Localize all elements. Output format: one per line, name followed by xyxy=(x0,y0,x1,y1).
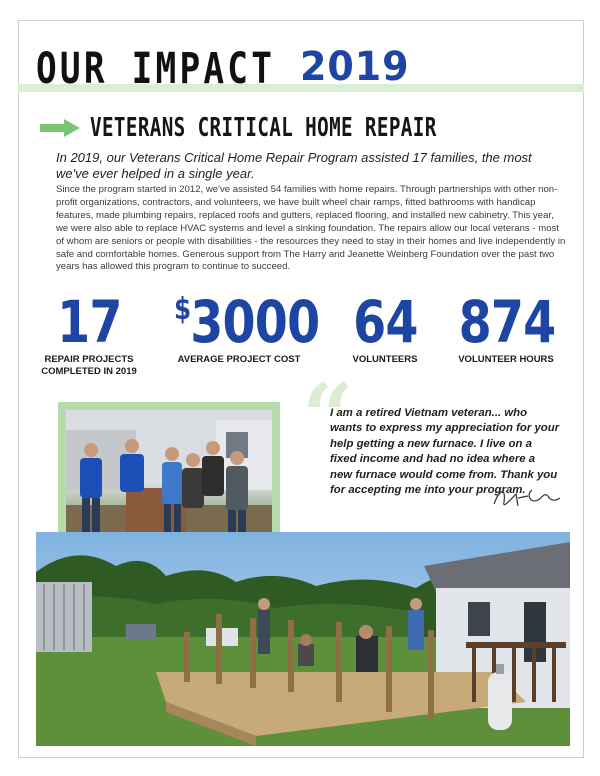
signature-graphic xyxy=(488,480,568,520)
stat-label-line2: COMPLETED IN 2019 xyxy=(41,366,137,377)
intro-body: Since the program started in 2012, we've assisted 54 families with home repairs. Through partnerships with other non-profit organizations, contractors, and volunteers, we have built wheel chair ramps, fitted bathrooms with handicap features, made plumbing repairs, replaced roofs and gutters, replaced flooring, and installed new cabinetry. This year, we were also able to replace HVAC systems and level a sinking foundation. The repairs allow our local veterans - most of whom are seniors or people with disabilities - the resources they need to stay in their homes and live independently in safe and comfortable homes. Generous support from The Harry and Jeanette Weinberg Foundation over the past two years has allowed this program to continue to succeed. xyxy=(56,184,566,273)
page-title-main: OUR IMPACT xyxy=(36,44,276,94)
arrow-right-icon xyxy=(40,119,80,137)
section-header xyxy=(40,112,558,144)
testimonial-quote: I am a retired Vietnam veteran... who wants to express my appreciation for your help getting a new furnace. I live on a fixed income and had no idea where a new furnace would come from. Thank you for accepting me into your program. xyxy=(330,407,560,497)
stat-value: 874 xyxy=(458,288,556,356)
stat-average-cost xyxy=(158,290,320,366)
stat-label: VOLUNTEERS xyxy=(352,354,418,365)
stat-value: 64 xyxy=(352,288,418,356)
stat-label xyxy=(30,354,148,378)
intro-lead: In 2019, our Veterans Critical Home Repair Program assisted 17 families, the most we've ever helped in a single year. xyxy=(56,150,532,181)
stat-label-line1: REPAIR PROJECTS xyxy=(44,354,134,365)
quote-mark-icon: “ xyxy=(302,364,354,470)
dollar-sign: $ xyxy=(173,292,191,327)
stat-value xyxy=(174,290,319,354)
section-title: VETERANS CRITICAL HOME REPAIR xyxy=(90,113,437,143)
stat-value: 17 xyxy=(56,288,122,356)
stat-volunteers xyxy=(340,290,430,366)
stat-volunteer-hours xyxy=(448,290,564,366)
stat-label: AVERAGE PROJECT COST xyxy=(177,354,301,365)
stat-label: VOLUNTEER HOURS xyxy=(458,354,554,365)
ramp-construction-photo xyxy=(36,532,570,746)
page-title xyxy=(36,44,410,94)
page-title-year: 2019 xyxy=(300,44,410,90)
stat-repair-projects xyxy=(30,290,148,378)
stat-value-number: 3000 xyxy=(190,288,320,356)
